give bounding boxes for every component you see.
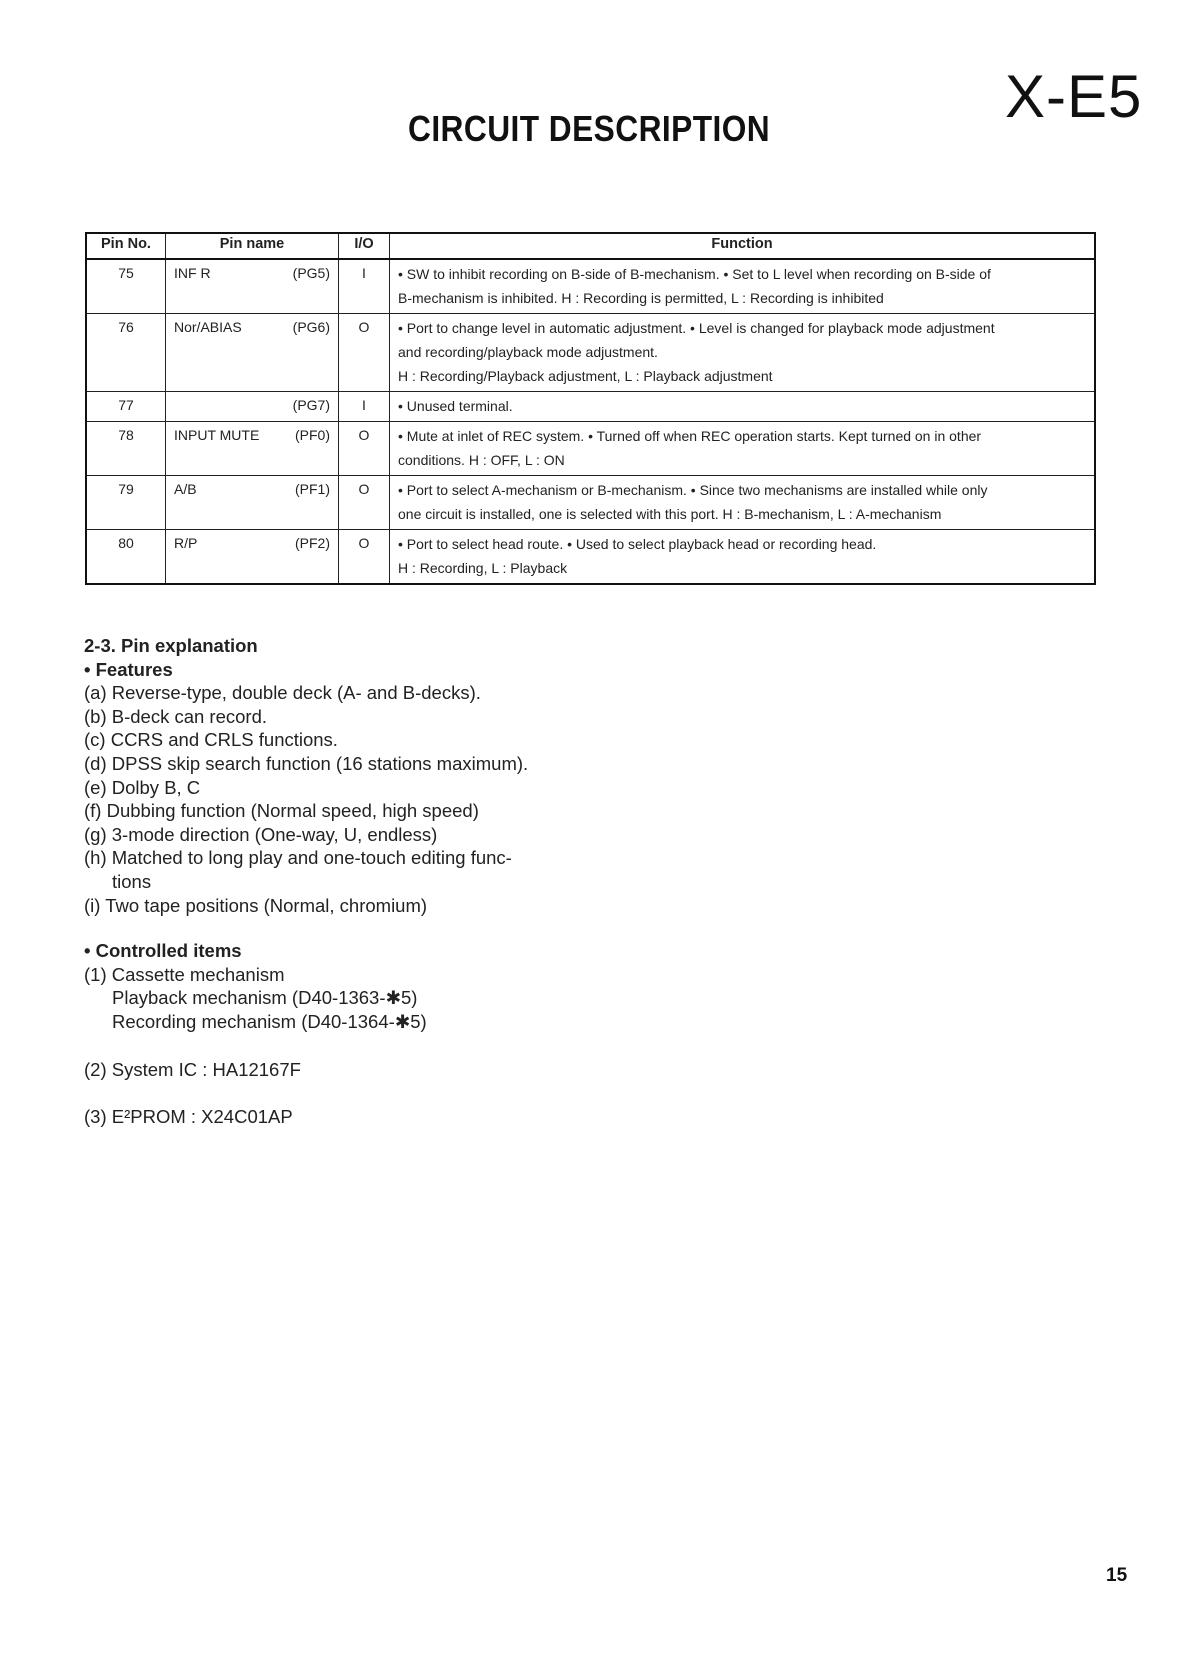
pin-name-label: INPUT MUTE (174, 427, 260, 443)
feature-item: (a) Reverse-type, double deck (A- and B-decks). (84, 682, 481, 704)
pin-name-label: R/P (174, 535, 198, 551)
function-line: • Port to change level in automatic adjustment. • Level is changed for playback mode adjustment (398, 320, 995, 336)
pin-name (166, 476, 339, 530)
feature-item: (e) Dolby B, C (84, 776, 201, 798)
col-pin-no: Pin No. (86, 233, 166, 259)
pin-function (390, 422, 1096, 476)
pin-io: O (339, 422, 390, 476)
col-function: Function (390, 233, 1096, 259)
table-row (86, 392, 1095, 422)
pin-function (390, 476, 1096, 530)
table-header-row (86, 233, 1095, 259)
pin-no: 79 (86, 476, 166, 530)
page-title: CIRCUIT DESCRIPTION (408, 108, 771, 149)
function-line: and recording/playback mode adjustment. (398, 344, 658, 360)
pin-no: 76 (86, 314, 166, 392)
pin-port: (PG7) (292, 397, 330, 413)
function-line: conditions. H : OFF, L : ON (398, 452, 565, 468)
feature-item: (b) B-deck can record. (84, 705, 268, 727)
controlled-items-heading: • Controlled items (84, 940, 242, 962)
pin-port: (PG6) (292, 319, 330, 335)
table-row (86, 476, 1095, 530)
function-line: H : Recording, L : Playback (398, 560, 568, 576)
pin-no: 80 (86, 530, 166, 585)
feature-item: (c) CCRS and CRLS functions. (84, 729, 338, 751)
pin-io: O (339, 530, 390, 585)
feature-item: (f) Dubbing function (Normal speed, high speed) (84, 800, 479, 822)
feature-item: (i) Two tape positions (Normal, chromium) (84, 894, 428, 916)
pin-function (390, 392, 1096, 422)
function-line: H : Recording/Playback adjustment, L : Playback adjustment (398, 368, 773, 384)
pin-function (390, 530, 1096, 585)
pin-port: (PF1) (295, 481, 330, 497)
pin-name (166, 259, 339, 314)
pin-no: 77 (86, 392, 166, 422)
controlled-item: (1) Cassette mechanism (84, 963, 285, 985)
controlled-item: (2) System IC : HA12167F (84, 1058, 301, 1080)
pin-function (390, 314, 1096, 392)
controlled-item: (3) E²PROM : X24C01AP (84, 1106, 293, 1128)
controlled-subitem: Recording mechanism (D40-1364-✱5) (112, 1010, 427, 1032)
col-io: I/O (339, 233, 390, 259)
page-number: 15 (1106, 1565, 1128, 1586)
function-line: • Mute at inlet of REC system. • Turned off when REC operation starts. Kept turned on in other (398, 428, 982, 444)
pin-io: O (339, 314, 390, 392)
table-row (86, 422, 1095, 476)
features-heading: • Features (84, 658, 173, 680)
pin-name-label: Nor/ABIAS (174, 319, 242, 335)
pin-name (166, 530, 339, 585)
function-line: • Port to select A-mechanism or B-mechanism. • Since two mechanisms are installed while only (398, 482, 988, 498)
feature-item: (d) DPSS skip search function (16 stations maximum). (84, 752, 529, 774)
pin-explanation-section (84, 634, 644, 1129)
model-number: X-E5 (1005, 63, 1143, 130)
pin-io: O (339, 476, 390, 530)
feature-item: (g) 3-mode direction (One-way, U, endless) (84, 823, 438, 845)
table-row (86, 314, 1095, 392)
function-line: • Port to select head route. • Used to select playback head or recording head. (398, 536, 877, 552)
pin-no: 78 (86, 422, 166, 476)
pin-name (166, 392, 339, 422)
table-row (86, 259, 1095, 314)
pin-port: (PF2) (295, 535, 330, 551)
section-heading: 2-3. Pin explanation (84, 635, 258, 656)
pin-name (166, 314, 339, 392)
pin-name-label: INF R (174, 265, 211, 281)
pin-function (390, 259, 1096, 314)
pin-table (85, 232, 1096, 585)
function-line: one circuit is installed, one is selected with this port. H : B-mechanism, L : A-mechanism (398, 506, 942, 522)
function-line: B-mechanism is inhibited. H : Recording is permitted, L : Recording is inhibited (398, 290, 884, 306)
pin-port: (PG5) (292, 265, 330, 281)
pin-no: 75 (86, 259, 166, 314)
pin-name-label: A/B (174, 481, 197, 497)
pin-port: (PF0) (295, 427, 330, 443)
feature-item: (h) Matched to long play and one-touch editing func- (84, 847, 512, 869)
pin-io: I (339, 259, 390, 314)
pin-name (166, 422, 339, 476)
controlled-subitem: Playback mechanism (D40-1363-✱5) (112, 987, 418, 1009)
feature-item-continuation: tions (112, 870, 152, 892)
col-pin-name: Pin name (166, 233, 339, 259)
table-row (86, 530, 1095, 585)
function-line: • Unused terminal. (398, 398, 513, 414)
pin-io: I (339, 392, 390, 422)
function-line: • SW to inhibit recording on B-side of B-mechanism. • Set to L level when recording on B-side of (398, 266, 991, 282)
